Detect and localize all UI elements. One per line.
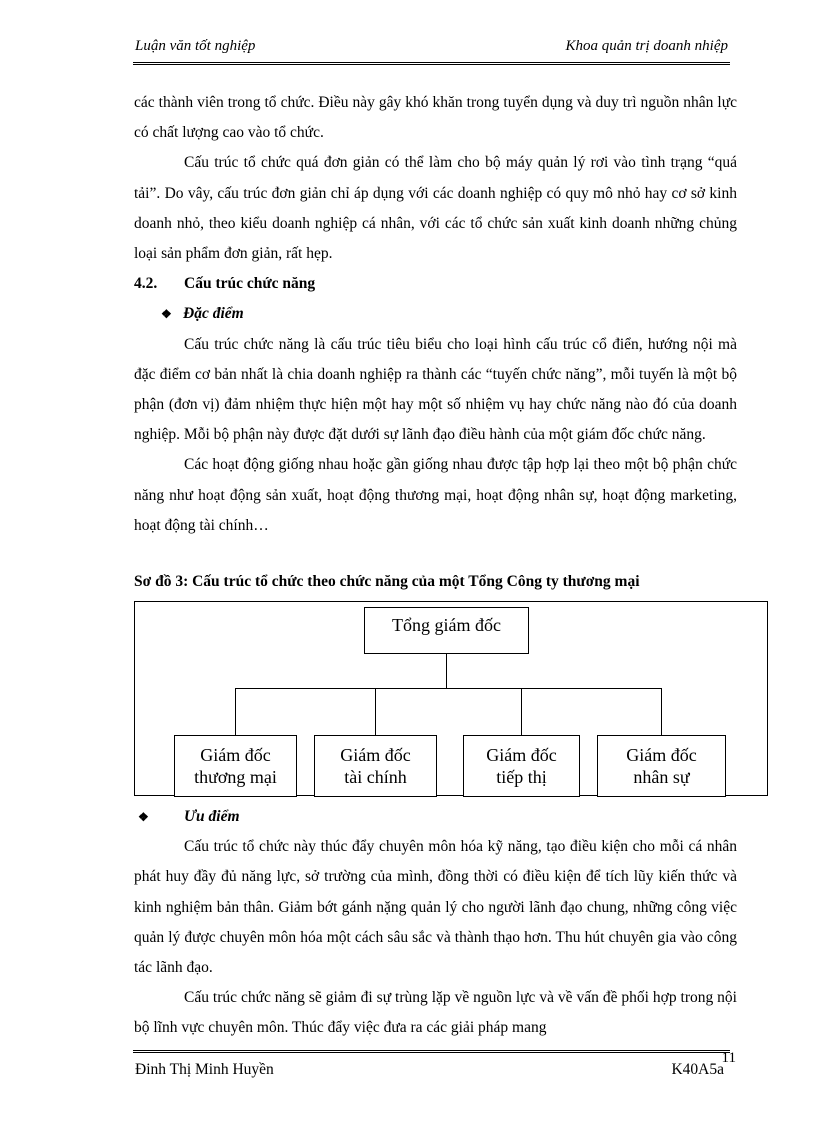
box-line2: tiếp thị	[496, 767, 547, 787]
box-line1: Giám đốc	[340, 745, 411, 765]
diamond-bullet-icon: ❖	[138, 810, 149, 824]
connector-branch-1	[235, 688, 236, 735]
paragraph-3: Cấu trúc chức năng là cấu trúc tiêu biểu cho loại hình cấu trúc cổ điển, hướng nội mà đặc điểm cơ bản nhất là chia doanh nghiệp ra thành các “tuyến chức năng”, mỗi tuyến là một bộ phận (đơn vị) đảm nhiệm thực hiện một hay một số nhiệm vụ hay chức năng nào đó của doanh nghiệp. Mỗi bộ phận này được đặt dưới sự lãnh đạo điều hành của một giám đốc chức năng.	[134, 335, 737, 444]
box-gd-tiep-thi	[463, 735, 580, 797]
footer-author: Đinh Thị Minh Huyền	[135, 1061, 274, 1078]
page-footer	[133, 1050, 736, 1081]
paragraph-1: các thành viên trong tổ chức. Điều này gây khó khăn trong tuyển dụng và duy trì nguồn nhân lực có chất lượng cao vào tổ chức.	[134, 94, 737, 142]
connector-horizontal	[235, 688, 662, 689]
box-line1: Giám đốc	[626, 745, 697, 765]
paragraph-6: Cấu trúc chức năng sẽ giảm đi sự trùng lặp về nguồn lực và về vấn đề phối hợp trong nội bộ lĩnh vực chuyên môn. Thúc đẩy việc đưa ra các giải pháp mang	[134, 989, 737, 1037]
header-faculty-label: Khoa quản trị doanh nhiệp	[565, 38, 728, 54]
diamond-bullet-icon: ❖	[161, 307, 172, 322]
box-tong-giam-doc-label: Tổng giám đốc	[392, 615, 501, 635]
box-gd-thuong-mai	[174, 735, 297, 797]
box-tong-giam-doc	[364, 607, 529, 654]
body-text-continued	[134, 802, 737, 1044]
paragraph-5: Cấu trúc tổ chức này thúc đẩy chuyên môn hóa kỹ năng, tạo điều kiện cho mỗi cá nhân phát huy đầy đủ năng lực, sở trường của mình, đồng thời có điều kiện để tích lũy kiến thức và kinh nghiệm bản thân. Giảm bớt gánh nặng quản lý cho người lãnh đạo chung, những công việc quản lý được chuyên môn hóa một cách sâu sắc và thành thạo hơn. Thu hút chuyên gia vào công tác lãnh đạo.	[134, 838, 737, 977]
org-chart	[134, 601, 768, 796]
bullet-uu-diem-label: Ưu điểm	[184, 808, 240, 825]
connector-branch-4	[661, 688, 662, 735]
box-line2: thương mại	[194, 767, 277, 787]
section-title: Cấu trúc chức năng	[184, 275, 316, 293]
footer-class-code: K40A5a	[671, 1061, 724, 1078]
page-header	[133, 38, 730, 65]
header-thesis-label: Luận văn tốt nghiệp	[135, 38, 256, 54]
connector-branch-3	[521, 688, 522, 735]
connector-ceo-down	[446, 654, 447, 688]
paragraph-2: Cấu trúc tổ chức quá đơn giản có thể làm cho bộ máy quản lý rơi vào tình trạng “quá tải”. Do vây, cấu trúc đơn giản chỉ áp dụng với các doanh nghiệp có quy mô nhỏ hay cơ sở kinh doanh nhỏ, theo kiểu doanh nghiệp cá nhân, với các tổ chức sản xuất kinh doanh những chủng loại sản phẩm đơn giản, rất hẹp.	[134, 154, 737, 263]
paragraph-4: Các hoạt động giống nhau hoặc gần giống nhau được tập hợp lại theo một bộ phận chức năng như hoạt động sản xuất, hoạt động thương mại, hoạt động nhân sự, hoạt động marketing, hoạt động tài chính…	[134, 456, 737, 534]
bullet-uu-diem	[134, 802, 737, 832]
box-gd-tai-chinh	[314, 735, 437, 797]
box-line2: nhân sự	[633, 767, 690, 787]
section-heading	[134, 269, 737, 299]
bullet-dac-diem-label: Đặc điểm	[183, 305, 244, 323]
box-line2: tài chính	[344, 767, 407, 787]
box-line1: Giám đốc	[486, 745, 557, 765]
section-number: 4.2.	[134, 275, 158, 293]
box-line1: Giám đốc	[200, 745, 271, 765]
body-text	[134, 88, 737, 541]
diagram-caption: Sơ đồ 3: Cấu trúc tổ chức theo chức năng của một Tổng Công ty thương mại	[134, 573, 640, 590]
connector-branch-2	[375, 688, 376, 735]
page-number: 11	[721, 1050, 736, 1066]
box-gd-nhan-su	[597, 735, 726, 797]
bullet-dac-diem	[134, 299, 737, 329]
